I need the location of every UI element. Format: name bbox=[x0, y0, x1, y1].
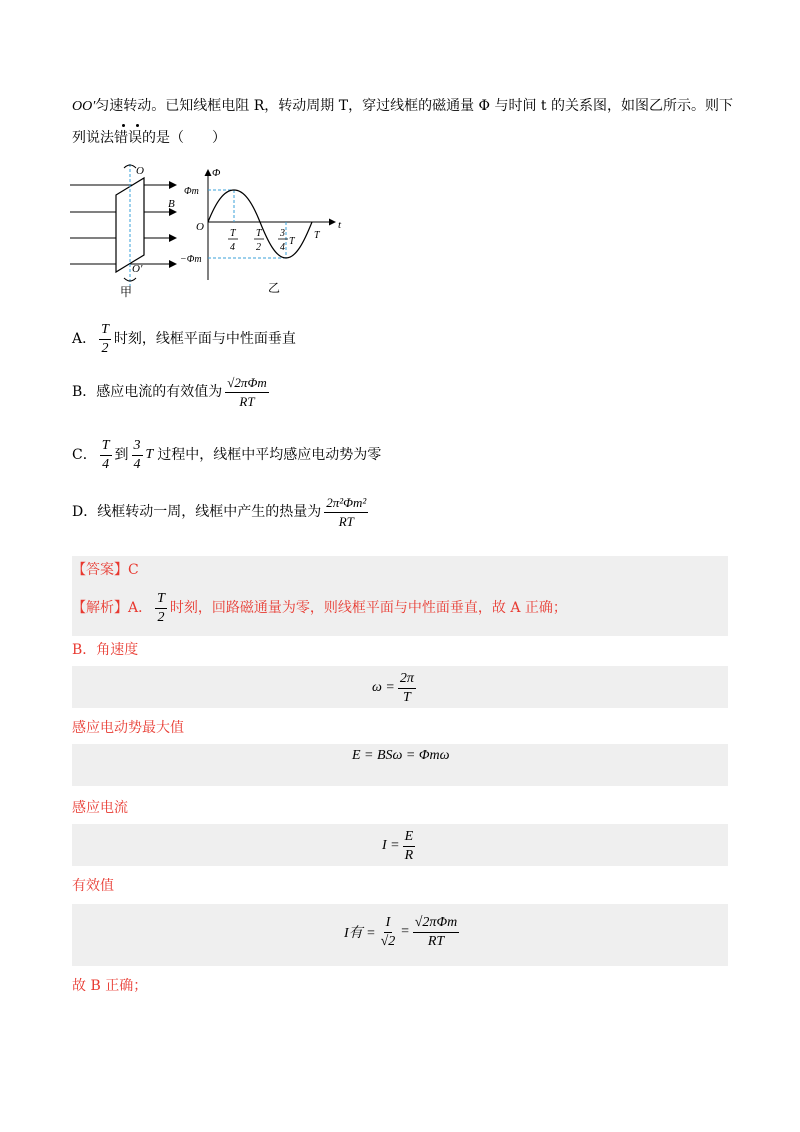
fraction: $\frac{2\pi}{T}$ bbox=[399, 670, 414, 705]
tick-t-half bbox=[254, 228, 264, 253]
svg-text:T: T bbox=[230, 228, 236, 239]
emphasis-dot bbox=[122, 124, 125, 127]
fraction: $\frac{3}{4}$ bbox=[133, 437, 141, 472]
option-d: D． 线框转动一周，线框中产生的热量为 $\frac{\text{2π²Φm²}}{RT}$ bbox=[72, 494, 367, 529]
y-axis-label: Φ bbox=[212, 167, 221, 179]
svg-text:T: T bbox=[289, 236, 295, 247]
tick-t: T bbox=[314, 230, 320, 241]
svg-text:3: 3 bbox=[280, 228, 285, 239]
formula-current: I = $\frac{E}{R}$ bbox=[382, 828, 414, 863]
figure-jia bbox=[66, 160, 196, 300]
figure-yi-label: 乙 bbox=[268, 281, 281, 295]
analysis-a: 【解析】 A． $\frac{T}{2}$ 时刻，回路磁通量为零，则线框平面与中性面垂直，故 A 正确； bbox=[72, 590, 567, 625]
figure-yi bbox=[180, 162, 350, 297]
svg-text:4: 4 bbox=[230, 242, 235, 253]
fraction: $\frac{I}{√2}$ bbox=[380, 914, 396, 949]
tick-3t-quarter bbox=[278, 228, 296, 253]
fraction: $\frac{T}{2}$ bbox=[101, 321, 109, 356]
question-intro-line1: OO′匀速转动。已知线框电阻 R，转动周期 T，穿过线框的磁通量 Φ 与时间 t 的关系图，如图乙所示。则下 bbox=[72, 98, 733, 114]
fraction: $\frac{\text{2π²Φm²}}{RT}$ bbox=[326, 494, 367, 529]
svg-text:2: 2 bbox=[256, 242, 261, 253]
fraction: $\frac{\text{√2πΦm}}{RT}$ bbox=[414, 914, 458, 949]
x-axis-label: t bbox=[338, 219, 342, 231]
axis-label-top: O bbox=[136, 165, 144, 177]
fraction: $\frac{T}{4}$ bbox=[101, 437, 110, 472]
phi-max-label: Φm bbox=[184, 186, 199, 197]
svg-text:4: 4 bbox=[280, 242, 285, 253]
b-conclusion: 故 B 正确； bbox=[72, 978, 148, 994]
option-b: B． 感应电流的有效值为 $\frac{\text{√2πΦm}}{RT}$ bbox=[72, 374, 267, 409]
analysis-b-heading: B．角速度 bbox=[72, 642, 139, 658]
formula-rms: I有 = $\frac{I}{√2}$ = $\frac{\text{√2πΦm}}{RT}$ bbox=[344, 914, 458, 949]
fraction: $\frac{E}{R}$ bbox=[404, 828, 414, 863]
current-heading: 感应电流 bbox=[72, 800, 128, 816]
tick-t-quarter bbox=[228, 228, 238, 253]
emf-heading: 感应电动势最大值 bbox=[72, 720, 184, 736]
rms-heading: 有效值 bbox=[72, 878, 114, 894]
field-label: B bbox=[168, 198, 175, 210]
formula-omega: ω = $\frac{2\pi}{T}$ bbox=[372, 670, 414, 705]
origin-label: O bbox=[196, 221, 204, 233]
svg-text:T: T bbox=[256, 228, 262, 239]
fraction: $\frac{\text{√2πΦm}}{RT}$ bbox=[227, 374, 267, 409]
emphasis-dot bbox=[136, 124, 139, 127]
option-c: C． $\frac{T}{4}$ 到 $\frac{3}{4}$ T 过程中，线框中平均感应电动势为零 bbox=[72, 437, 382, 472]
axis-label-bottom: O′ bbox=[132, 263, 143, 275]
formula-emf: E = BSω = Φmω bbox=[352, 748, 450, 763]
axis-name: OO′ bbox=[72, 99, 96, 114]
question-intro-line2: 列说法错误的是（ ） bbox=[72, 130, 226, 146]
answer-line: 【答案】C bbox=[72, 562, 139, 578]
figure-jia-label: 甲 bbox=[120, 285, 133, 299]
option-a: A． $\frac{T}{2}$ 时刻，线框平面与中性面垂直 bbox=[72, 321, 296, 356]
phi-min-label: −Φm bbox=[180, 254, 202, 265]
fraction: $\frac{T}{2}$ bbox=[157, 590, 165, 625]
